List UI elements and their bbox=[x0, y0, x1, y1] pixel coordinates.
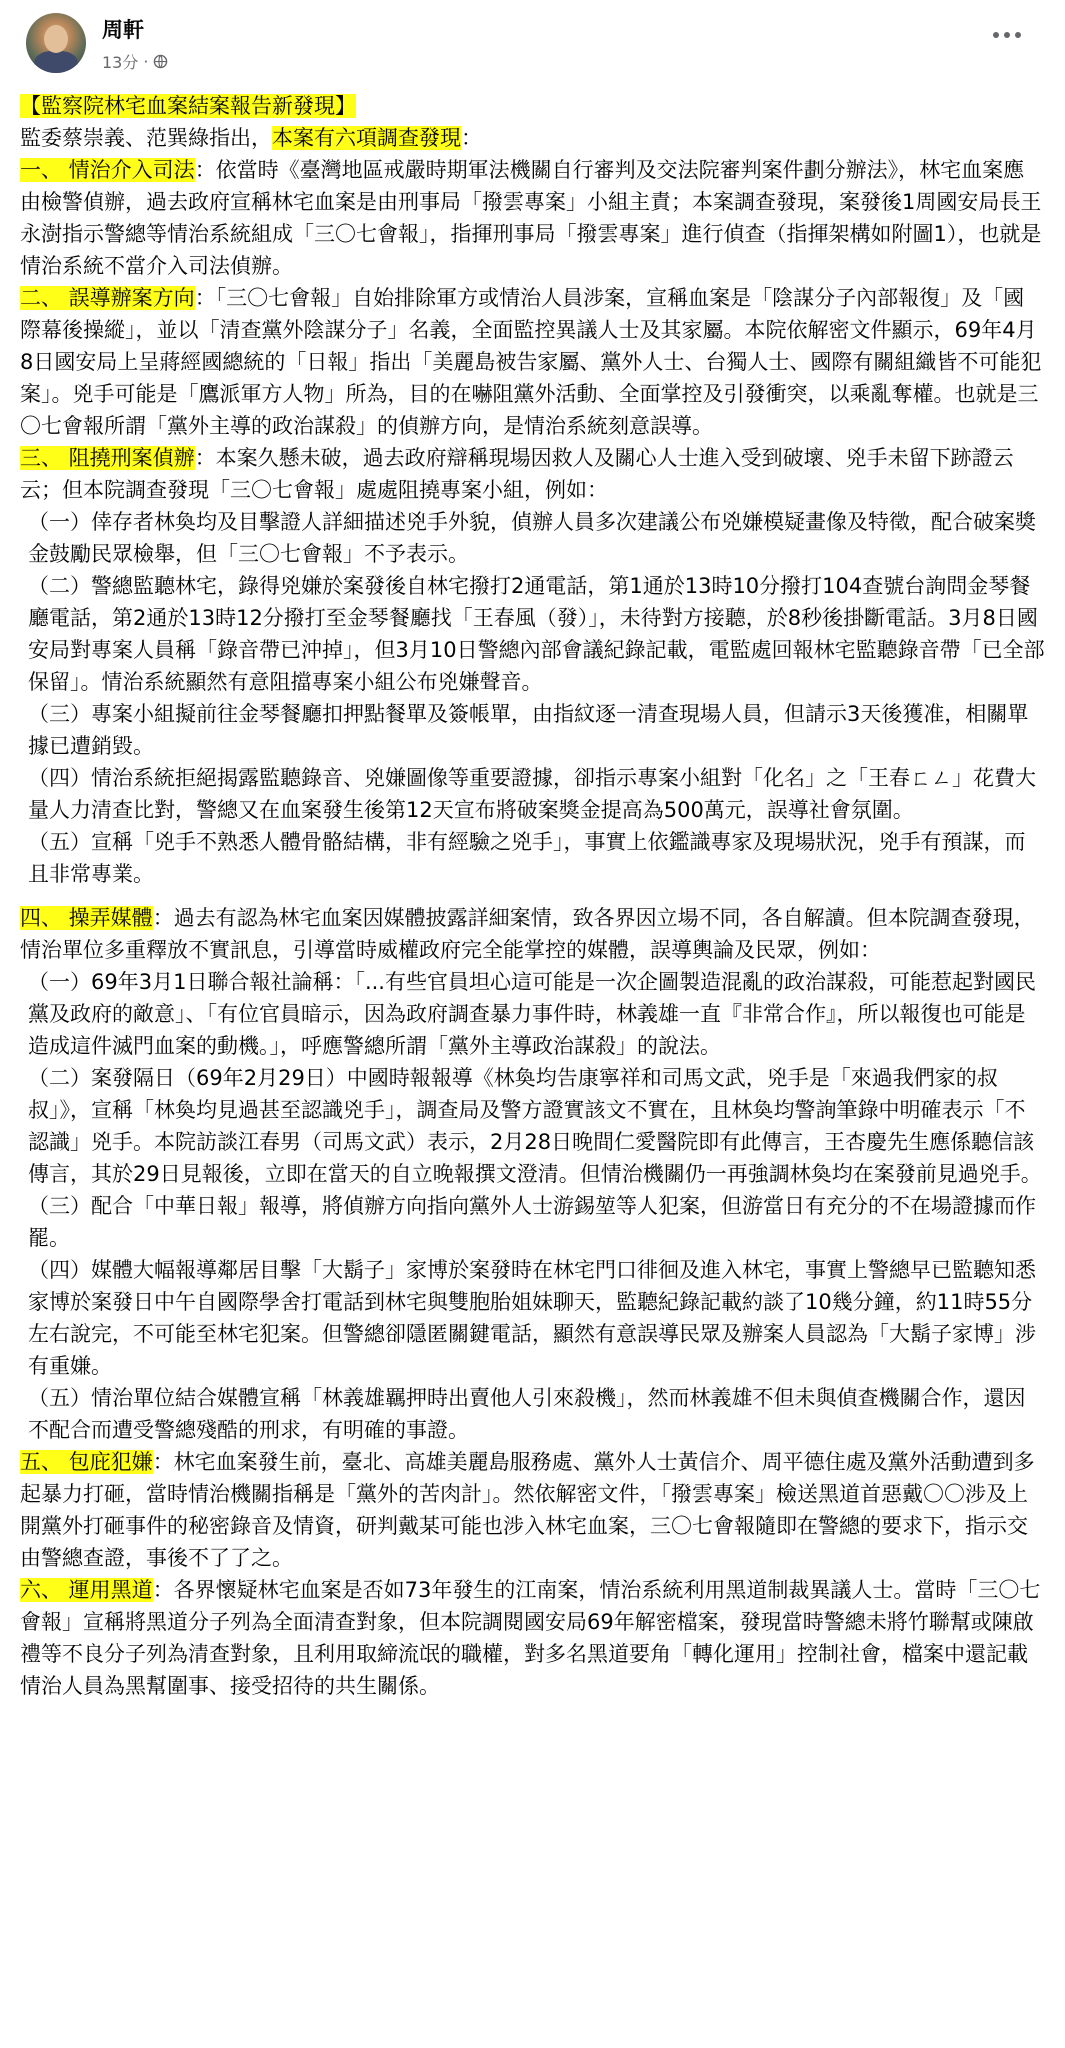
section-4-sub-2: （二）案發隔日（69年2月29日）中國時報報導《林奐均告康寧祥和司馬文武，兇手是「來過我們家的叔叔」》，宣稱「林奐均見過甚至認識兇手」，調查局及警方證實該文不實在，且林奐均警詢筆錄中明確表示「不認識」兇手。本院訪談江春男（司馬文武）表示，2月28日晚間仁愛醫院即有此傳言，王杏慶先生應係聽信該傳言，其於29日見報後，立即在當天的自立晚報撰文澄清。但情治機關仍一再強調林奐均在案發前見過兇手。 bbox=[28, 1066, 1042, 1186]
post-title bbox=[20, 90, 1045, 122]
section-6-heading: 六、 運用黑道 bbox=[20, 1578, 153, 1602]
section-3-body: ：本案久懸未破，過去政府辯稱現場因救人及關心人士進入受到破壞、兇手未留下跡證云云；但本院調查發現「三〇七會報」處處阻撓專案小組，例如： bbox=[20, 446, 1014, 502]
section-6-body: ：各界懷疑林宅血案是否如73年發生的江南案，情治系統利用黑道制裁異議人士。當時「三〇七會報」宣稱將黑道分子列為全面清查對象，但本院調閱國安局69年解密檔案，發現當時警總未將竹聯幫或陳啟禮等不良分子列為清查對象，且利用取締流氓的職權，對多名黑道要角「轉化運用」控制社會，檔案中還記載情治人員為黑幫圍事、接受招待的共生關係。 bbox=[20, 1578, 1041, 1698]
section-6 bbox=[20, 1574, 1045, 1702]
section-5-heading: 五、 包庇犯嫌 bbox=[20, 1450, 153, 1474]
intro-colon: ： bbox=[461, 126, 482, 150]
section-3-sub-4: （四）情治系統拒絕揭露監聽錄音、兇嫌圖像等重要證據，卻指示專案小組對「化名」之「王春ㄈㄥ」花費大量人力清查比對，警總又在血案發生後第12天宣布將破案獎金提高為500萬元，誤導社會氛圍。 bbox=[28, 766, 1036, 822]
section-3-sub-5: （五）宣稱「兇手不熟悉人體骨骼結構，非有經驗之兇手」，事實上依鑑識專家及現場狀況，兇手有預謀，而且非常專業。 bbox=[28, 830, 1026, 886]
section-2 bbox=[20, 282, 1045, 442]
section-2-body: ：「三〇七會報」自始排除軍方或情治人員涉案，宣稱血案是「陰謀分子內部報復」及「國際幕後操縱」，並以「清查黨外陰謀分子」名義，全面監控異議人士及其家屬。本院依解密文件顯示，69年4月8日國安局上呈蔣經國總統的「日報」指出「美麗島被告家屬、黨外人士、台獨人士、國際有關組織皆不可能犯案」。兇手可能是「鷹派軍方人物」所為，目的在嚇阻黨外活動、全面掌控及引發衝突，以乘亂奪權。也就是三〇七會報所謂「黨外主導的政治謀殺」的偵辦方向，是情治系統刻意誤導。 bbox=[20, 286, 1042, 438]
avatar-face bbox=[44, 25, 68, 53]
section-1-body: ：依當時《臺灣地區戒嚴時期軍法機關自行審判及交法院審判案件劃分辦法》，林宅血案應由檢警偵辦，過去政府宣稱林宅血案是由刑事局「撥雲專案」小組主責；本案調查發現，案發後1周國安局長王永澍指示警總等情治系統組成「三〇七會報」，指揮刑事局「撥雲專案」進行偵查（指揮架構如附圖1），也就是情治系統不當介入司法偵辦。 bbox=[20, 158, 1042, 278]
section-3-heading: 三、 阻撓刑案偵辦 bbox=[20, 446, 195, 470]
section-4-sub-3: （三）配合「中華日報」報導，將偵辦方向指向黨外人士游錫堃等人犯案，但游當日有充分的不在場證據而作罷。 bbox=[28, 1194, 1036, 1250]
post-meta bbox=[102, 50, 168, 73]
post-time[interactable]: 13分 bbox=[102, 53, 139, 72]
post-content bbox=[20, 90, 1045, 1702]
avatar[interactable] bbox=[26, 13, 86, 73]
section-4-body: ：過去有認為林宅血案因媒體披露詳細案情，致各界因立場不同，各自解讀。但本院調查發現，情治單位多重釋放不實訊息，引導當時威權政府完全能掌控的媒體，誤導輿論及民眾，例如： bbox=[20, 906, 1035, 962]
section-4 bbox=[20, 902, 1045, 966]
dot bbox=[1004, 32, 1010, 38]
section-3 bbox=[20, 442, 1045, 506]
more-options-icon[interactable] bbox=[987, 20, 1027, 50]
section-1 bbox=[20, 154, 1045, 282]
section-3-sub-1: （一）倖存者林奐均及目擊證人詳細描述兇手外貌，偵辦人員多次建議公布兇嫌模疑畫像及特徵，配合破案獎金鼓勵民眾檢舉，但「三〇七會報」不予表示。 bbox=[28, 510, 1036, 566]
section-4-sub-1: （一）69年3月1日聯合報社論稱：「...有些官員坦心這可能是一次企圖製造混亂的政治謀殺，可能惹起對國民黨及政府的敵意」、「有位官員暗示，因為政府調查暴力事件時，林義雄一直『非常合作』，所以報復也可能是造成這件滅門血案的動機。」，呼應警總所謂「黨外主導政治謀殺」的說法。 bbox=[28, 970, 1036, 1058]
post-header bbox=[0, 0, 1065, 92]
intro-highlight: 本案有六項調查發現 bbox=[272, 126, 461, 150]
dot bbox=[1015, 32, 1021, 38]
meta-separator: · bbox=[143, 52, 149, 71]
section-3-sub-3: （三）專案小組擬前往金琴餐廳扣押點餐單及簽帳單，由指紋逐一清查現場人員，但請示3天後獲准，相關單據已遭銷毀。 bbox=[28, 702, 1029, 758]
section-1-heading: 一、 情治介入司法 bbox=[20, 158, 195, 182]
section-2-heading: 二、 誤導辦案方向 bbox=[20, 286, 195, 310]
section-5-body: ：林宅血案發生前，臺北、高雄美麗島服務處、黨外人士黃信介、周平德住處及黨外活動遭到多起暴力打砸，當時情治機關指稱是「黨外的苦肉計」。然依解密文件，「撥雲專案」檢送黑道首惡戴〇〇涉及上開黨外打砸事件的秘密錄音及情資，研判戴某可能也涉入林宅血案，三〇七會報隨即在警總的要求下，指示交由警總查證，事後不了了之。 bbox=[20, 1450, 1035, 1570]
avatar-shirt bbox=[34, 51, 78, 73]
section-5 bbox=[20, 1446, 1045, 1574]
section-3-sub-2: （二）警總監聽林宅，錄得兇嫌於案發後自林宅撥打2通電話，第1通於13時10分撥打104查號台詢問金琴餐廳電話，第2通於13時12分撥打至金琴餐廳找「王春風（發）」，未待對方接聽，於8秒後掛斷電話。3月8日國安局對專案人員稱「錄音帶已沖掉」，但3月10日警總內部會議紀錄記載，電監處回報林宅監聽錄音帶「已全部保留」。情治系統顯然有意阻擋專案小組公布兇嫌聲音。 bbox=[28, 574, 1045, 694]
dot bbox=[993, 32, 999, 38]
globe-icon[interactable] bbox=[153, 54, 168, 69]
section-4-sub-4: （四）媒體大幅報導鄰居目擊「大鬍子」家博於案發時在林宅門口徘徊及進入林宅，事實上警總早已監聽知悉家博於案發日中午自國際學舍打電話到林宅與雙胞胎姐妹聊天，監聽紀錄記載約談了10幾分鐘，約11時55分左右說完，不可能至林宅犯案。但警總卻隱匿關鍵電話，顯然有意誤導民眾及辦案人員認為「大鬍子家博」涉有重嫌。 bbox=[28, 1258, 1036, 1378]
section-4-sub-5: （五）情治單位結合媒體宣稱「林義雄羈押時出賣他人引來殺機」，然而林義雄不但未與偵查機關合作，還因不配合而遭受警總殘酷的刑求，有明確的事證。 bbox=[28, 1386, 1026, 1442]
author-name[interactable]: 周軒 bbox=[102, 18, 144, 42]
intro-paragraph bbox=[20, 122, 1045, 154]
intro-text: 監委蔡崇義、范巽綠指出， bbox=[20, 126, 272, 150]
spacer bbox=[20, 890, 1045, 902]
post-title-text: 【監察院林宅血案結案報告新發現】 bbox=[20, 94, 356, 118]
section-4-heading: 四、 操弄媒體 bbox=[20, 906, 153, 930]
